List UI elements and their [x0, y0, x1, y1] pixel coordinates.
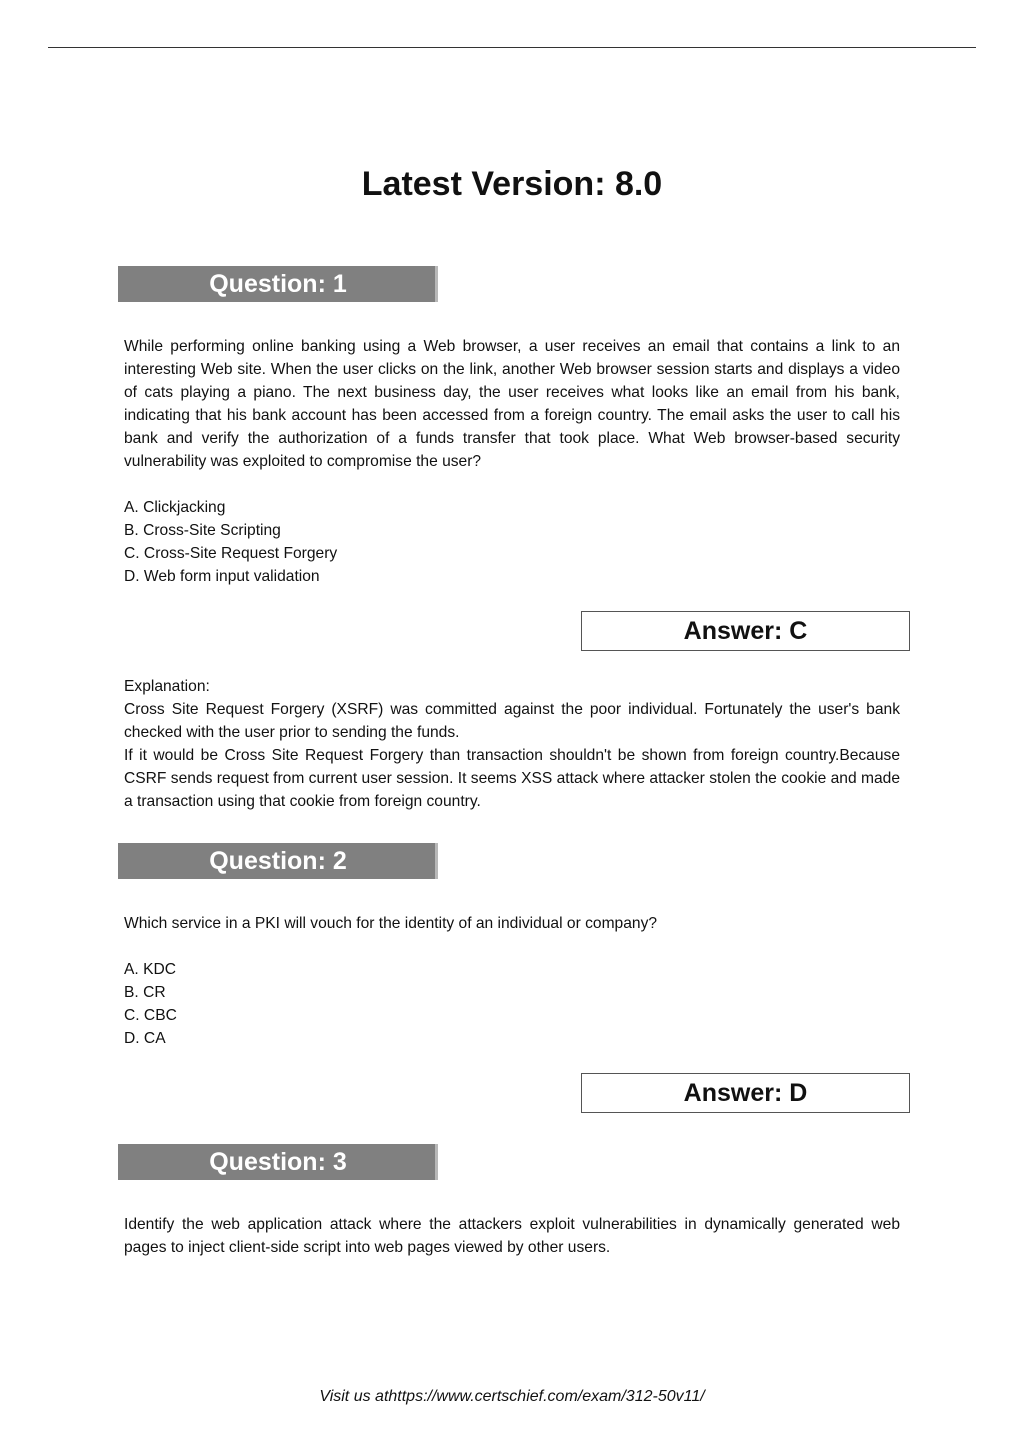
option-b: B. CR — [124, 984, 166, 1001]
question-1-label: Question: 1 — [209, 270, 347, 298]
explanation-heading: Explanation: — [124, 678, 210, 695]
explanation-paragraph-2: If it would be Cross Site Request Forgery than transaction shouldn't be shown from foreign country.Because CSRF sends request from current user session. It seems XSS attack where attacker stolen the cookie and made a transaction using that cookie from foreign country. — [124, 747, 900, 810]
option-b: B. Cross-Site Scripting — [124, 522, 281, 539]
question-2-text: Which service in a PKI will vouch for the identity of an individual or company? — [124, 915, 658, 932]
question-3-banner — [118, 1144, 438, 1180]
option-d: D. CA — [124, 1030, 166, 1047]
question-2-answer: Answer: D — [581, 1073, 910, 1113]
header-rule — [48, 47, 976, 48]
question-2-label: Question: 2 — [209, 847, 347, 875]
footer-link[interactable]: Visit us athttps://www.certschief.com/exam/312-50v11/ — [319, 1388, 705, 1405]
option-c: C. Cross-Site Request Forgery — [124, 545, 338, 562]
question-2-options — [124, 958, 900, 1050]
option-c: C. CBC — [124, 1007, 177, 1024]
option-a: A. KDC — [124, 961, 176, 978]
option-a: A. Clickjacking — [124, 499, 226, 516]
question-2-banner — [118, 843, 438, 879]
question-1-banner — [118, 266, 438, 302]
question-3-text: Identify the web application attack where the attackers exploit vulnerabilities in dynamically generated web pages to inject client-side script into web pages viewed by other users. — [124, 1216, 900, 1256]
question-1-options — [124, 496, 900, 588]
explanation-paragraph-1: Cross Site Request Forgery (XSRF) was committed against the poor individual. Fortunately the user's bank checked with the user prior to sending the funds. — [124, 701, 900, 741]
question-3-label: Question: 3 — [209, 1148, 347, 1176]
option-d: D. Web form input validation — [124, 568, 320, 585]
document-title: Latest Version: 8.0 — [361, 165, 663, 203]
question-1-text: While performing online banking using a Web browser, a user receives an email that contains a link to an interesting Web site. When the user clicks on the link, another Web browser session starts and displays a video of cats playing a piano. The next business day, the user receives what looks like an email from his bank, indicating that his bank account has been accessed from a foreign country. The email asks the user to call his bank and verify the authorization of a funds transfer that took place. What Web browser-based security vulnerability was exploited to compromise the user? — [124, 338, 900, 470]
question-1-answer: Answer: C — [581, 611, 910, 651]
